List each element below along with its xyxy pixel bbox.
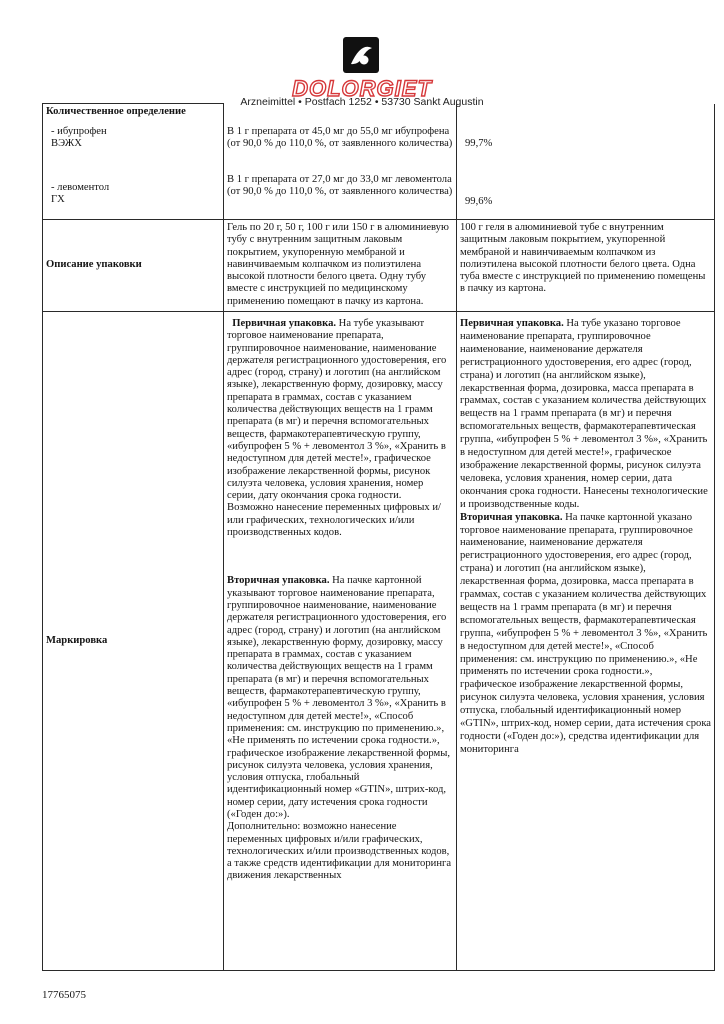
- table-row: [43, 172, 715, 220]
- marking-title-cell: [43, 312, 224, 971]
- brand-name: DOLORGIET: [292, 76, 432, 101]
- quant-title-cell: [43, 104, 224, 124]
- specification-table: [42, 103, 715, 971]
- marking-left-secondary: [227, 575, 453, 821]
- ibuprofen-result: 99,7%: [465, 137, 493, 149]
- levomenthol-method: ГХ: [51, 193, 65, 205]
- ibuprofen-label-cell: [43, 124, 224, 172]
- packaging-right-text: 100 г геля в алюминиевой тубе с внутренним защитным лаковым покрытием, укупоренной мембраной и навинчиваемым колпачком из полиэтилена высокой плотности белого цвета. Одна туба вместе с инструкцией по применению помещены в пачку из картона.: [460, 222, 706, 295]
- ibuprofen-result-cell: [457, 124, 715, 172]
- marking-left-primary-text: На тубе указывают торговое наименование препарата, группировочное наименование, наименование держателя регистрационного удостоверения, его адрес (город, страну) и логотип (на английском языке), лекарственную форму, дозировку, массу препарата в граммах, состав с указанием количества действующих веществ на 1 грамм препарата (в мг) и перечня вспомогательных веществ, фармакотерапевтическую группу, «ибупрофен 5 % + левоментол 3 %», «Хранить в недоступном для детей месте!», графическое изображение лекарственной формы, рисунок силуэта человека, условия хранения, номер серии, дату окончания срока годности.: [227, 318, 447, 502]
- packaging-left-text: Гель по 20 г, 50 г, 100 г или 150 г в алюминиевую тубу с внутренним защитным лаковым покрытием, укупоренную мембраной и навинчиваемым колпачком из полиэтилена высокой плотности белого цвета. Одну тубу вместе с инструкцией по медицинскому применению помещают в пачку из картона.: [227, 222, 449, 307]
- marking-right-cell: [457, 312, 715, 971]
- marking-right-primary-text: На тубе указано торговое наименование препарата, группировочное наименование, наименование держателя регистрационного удостоверения, его адрес (город, страна) и логотип (на английском языке), лекарственная форма, дозировка, масса препарата в граммах, состав с указанием количества действующих веществ на 1 грамм препарата (в мг) и перечня вспомогательных веществ, фармакотерапевтическая группа, «ибупрофен 5 % + левоментол 3 %», «Хранить в недоступном для детей месте!», графическое изображение лекарственной формы, рисунок силуэта человека, условия хранения, номер серии, дата окончания срока годности. Нанесены технологические и производственные коды.: [460, 318, 708, 510]
- levomenthol-spec: В 1 г препарата от 27,0 мг до 33,0 мг левоментола (от 90,0 % до 110,0 %, от заявленного количества): [227, 173, 453, 197]
- ibuprofen-label: - ибупрофен: [51, 125, 107, 137]
- document-number: 17765075: [42, 989, 86, 1001]
- levomenthol-spec-cell: [224, 172, 457, 220]
- marking-left-primary-head: Первичная упаковка.: [232, 318, 337, 329]
- marking-left-cell: [224, 312, 457, 971]
- table-row: [43, 124, 715, 172]
- ibuprofen-method: ВЭЖХ: [51, 137, 82, 149]
- section-title-quant: Количественное определение: [46, 106, 186, 117]
- packaging-left-cell: [224, 220, 457, 312]
- marking-left-secondary-head: Вторичная упаковка.: [227, 575, 330, 587]
- table-row: [43, 220, 715, 312]
- levomenthol-label: - левоментол: [51, 181, 110, 193]
- levomenthol-label-cell: [43, 172, 224, 220]
- company-address: Arzneimittel • Postfach 1252 • 53730 Sankt Augustin: [240, 96, 484, 108]
- packaging-right-cell: [457, 220, 715, 312]
- marking-right-primary: [460, 318, 711, 512]
- marking-right-secondary-text: На пачке картонной указано торговое наименование препарата, группировочное наименование, наименование держателя регистрационного удостоверения, его адрес (город, страна) и логотип (на английском языке), лекарственная форма, дозировка, масса препарата в граммах, состав с указанием количества действующих веществ на 1 грамм препарата (в мг) и перечня вспомогательных веществ, фармакотерапевтическая группа, «ибупрофен 5 % + левоментол 3 %», «Хранить в недоступном для детей месте!», «Способ применения: см. инструкцию по применению.», «Не применять по истечении срока годности.», графическое изображение лекарственной формы, рисунок силуэта человека, условия хранения, условия отпуска, глобальный идентификационный номер «GTIN», штрих-код, номер серии, дата истечения срока годности («Годен до:»), средства идентификации для мониторинга: [460, 511, 711, 755]
- section-title-packaging: Описание упаковки: [46, 259, 142, 271]
- marking-left-secondary-text: На пачке картонной указывают торговое наименование препарата, группировочное наименование, наименование держателя регистрационного удостоверения, его адрес (город, страну) и логотип (на английском языке), лекарственную форму, дозировку, массу препарата в граммах, состав с указанием количества действующих веществ на 1 грамм препарата (в мг) и перечня вспомогательных веществ, фармакотерапевтическую группу, «ибупрофен 5 % + левоментол 3 %», «Хранить в недоступном для детей месте!», «Способ применения: см. инструкцию по применению.», «Не применять по истечении срока годности.», графическое изображение лекарственной формы, рисунок силуэта человека, условия хранения, условия отпуска, глобальный идентификационный номер «GTIN», штрих-код, номер серии, дату истечения срока годности («Годен до:»).: [227, 575, 450, 820]
- section-title-marking: Маркировка: [46, 634, 108, 646]
- levomenthol-result-cell: [457, 172, 715, 220]
- table-row: [43, 104, 715, 124]
- dolorgiet-logo-icon: [342, 36, 380, 74]
- marking-left-primary: [227, 318, 453, 502]
- ibuprofen-spec: В 1 г препарата от 45,0 мг до 55,0 мг ибупрофена (от 90,0 % до 110,0 %, от заявленного количества): [227, 125, 453, 149]
- document-header: [0, 0, 724, 108]
- marking-right-primary-head: Первичная упаковка.: [460, 318, 564, 329]
- levomenthol-result: 99,6%: [465, 195, 493, 207]
- marking-left-primary-extra: Возможно нанесение переменных цифровых и/или графических, технологических и/или производственных кодов.: [227, 502, 441, 539]
- marking-right-secondary: [460, 512, 711, 757]
- ibuprofen-spec-cell: [224, 124, 457, 172]
- packaging-title-cell: [43, 220, 224, 312]
- marking-left-secondary-extra: Дополнительно: возможно нанесение переменных цифровых и/или графических, технологических и/или производственных кодов, а также средств идентификации для мониторинга движения лекарственных: [227, 821, 452, 882]
- marking-right-secondary-head: Вторичная упаковка.: [460, 511, 563, 523]
- table-row: [43, 312, 715, 971]
